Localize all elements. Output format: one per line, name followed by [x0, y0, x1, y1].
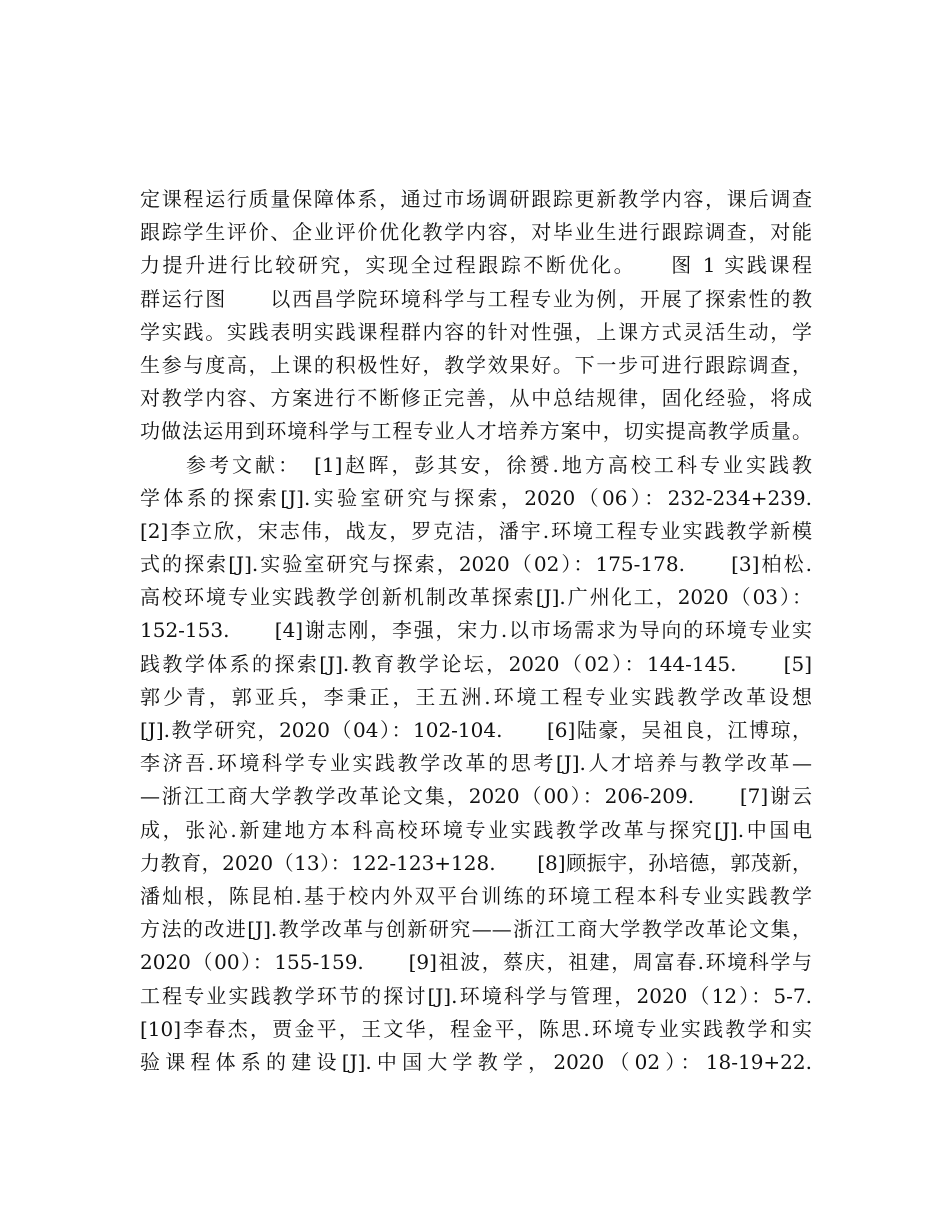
text-line: 定课程运行质量保障体系，通过市场调研跟踪更新教学内容，课后调查: [140, 187, 812, 211]
reference-line: 李济吾.环境科学专业实践教学改革的思考[J].人才培养与教学改革—: [140, 751, 812, 776]
reference-line: [10]李春杰，贾金平，王文华，程金平，陈思.环境专业实践教学和实: [140, 1016, 812, 1041]
text-line: 学实践。实践表明实践课程群内容的针对性强，上课方式灵活生动，学: [140, 319, 812, 344]
reference-line: 高校环境专业实践教学创新机制改革探索[J].广州化工，2020（03）：: [140, 585, 812, 610]
reference-line: 力教育，2020（13）：122-123+128. [8]顾振宇，孙培德，郭茂新，: [140, 850, 812, 875]
text-line: 群运行图 以西昌学院环境科学与工程专业为例，开展了探索性的教: [140, 286, 812, 311]
text-line: 生参与度高，上课的积极性好，教学效果好。下一步可进行跟踪调查，: [140, 352, 812, 377]
reference-line: 工程专业实践教学环节的探讨[J].环境科学与管理，2020（12）：5-7.: [140, 983, 812, 1008]
reference-line: 2020（00）：155-159. [9]祖波，蔡庆，祖建，周富春.环境科学与: [140, 950, 812, 975]
body-text: [140, 183, 812, 1079]
text-line: 对教学内容、方案进行不断修正完善，从中总结规律，固化经验，将成: [140, 386, 812, 411]
reference-line: 方法的改进[J].教学改革与创新研究——浙江工商大学教学改革论文集，: [140, 917, 812, 942]
reference-line: [2]李立欣，宋志伟，战友，罗克洁，潘宇.环境工程专业实践教学新模: [140, 518, 812, 543]
references-heading-line: 参考文献： [1]赵晖，彭其安，徐赟.地方高校工科专业实践教: [140, 452, 812, 477]
reference-line: 践教学体系的探索[J].教育教学论坛，2020（02）：144-145. [5]: [140, 651, 812, 676]
reference-line: 成，张沁.新建地方本科高校环境专业实践教学改革与探究[J].中国电: [140, 817, 812, 842]
reference-line: 式的探索[J].实验室研究与探索，2020（02）：175-178. [3]柏松.: [140, 552, 812, 577]
reference-line: 验课程体系的建设[J].中国大学教学，2020（02）：18-19+22.: [140, 1049, 812, 1074]
text-line: 功做法运用到环境科学与工程专业人才培养方案中，切实提高教学质量。: [140, 419, 812, 444]
reference-line: 郭少青，郭亚兵，李秉正，王五洲.环境工程专业实践教学改革设想: [140, 684, 812, 709]
reference-line: 学体系的探索[J].实验室研究与探索，2020（06）：232-234+239.: [140, 485, 812, 510]
reference-line: [J].教学研究，2020（04）：102-104. [6]陆豪，吴祖良，江博琼，: [140, 718, 812, 742]
reference-line: 潘灿根，陈昆柏.基于校内外双平台训练的环境工程本科专业实践教学: [140, 883, 812, 908]
reference-line: 152-153. [4]谢志刚，李强，宋力.以市场需求为导向的环境专业实: [140, 618, 812, 643]
text-line: 跟踪学生评价、企业评价优化教学内容，对毕业生进行跟踪调查，对能: [140, 220, 812, 245]
reference-line: —浙江工商大学教学改革论文集，2020（00）：206-209. [7]谢云: [140, 784, 812, 809]
text-line: 力提升进行比较研究，实现全过程跟踪不断优化。 图 1 实践课程: [140, 253, 812, 278]
